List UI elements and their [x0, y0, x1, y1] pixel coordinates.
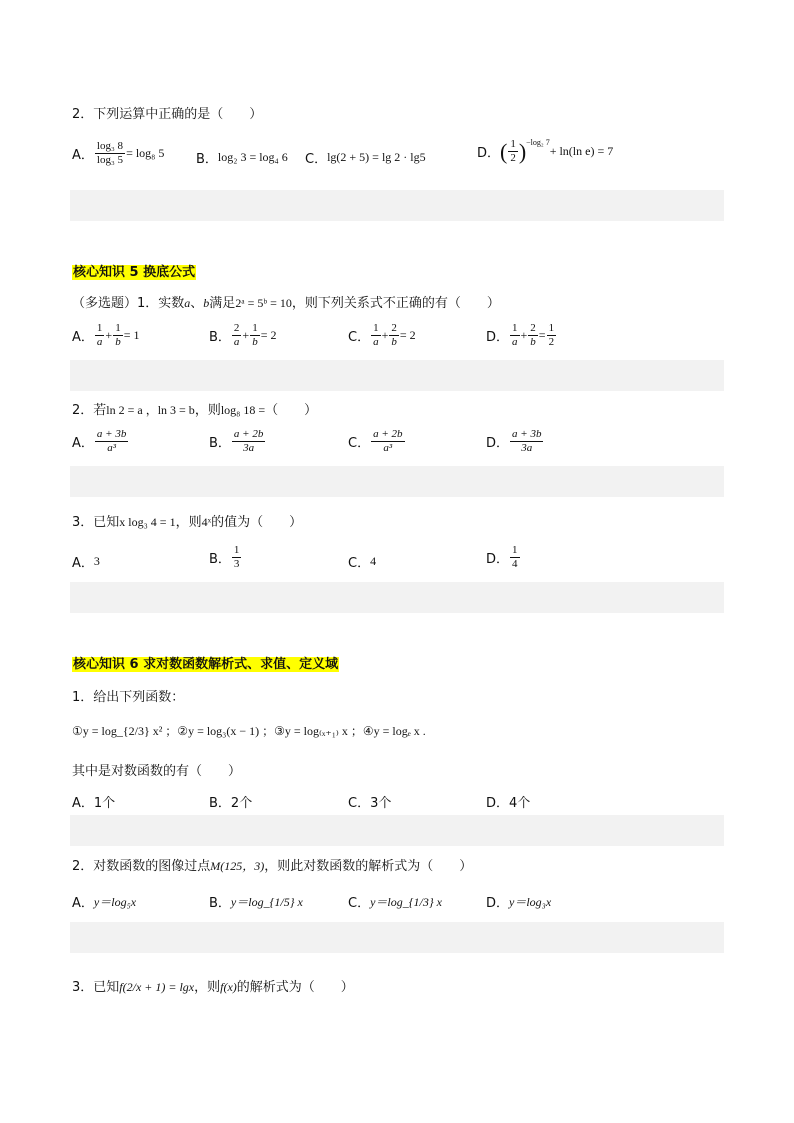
option-label: A．	[72, 896, 94, 911]
option-label: B．	[209, 552, 231, 567]
option-a	[72, 428, 129, 455]
stem-text: ，则	[175, 515, 202, 530]
option-expression: = log₈ 5	[126, 146, 165, 160]
denominator: log₃ 5	[96, 154, 124, 166]
option-label: C．	[348, 556, 371, 571]
option-c: C．3个	[348, 796, 392, 811]
option-label: D．	[477, 146, 501, 161]
stem-text: 2．若	[72, 403, 107, 418]
numerator: 1	[512, 322, 518, 334]
option-b	[196, 148, 288, 167]
option-expression: lg(2 + 5) = lg 2 · lg5	[327, 150, 426, 164]
operator: +	[242, 328, 250, 342]
option-label: B．	[209, 436, 231, 451]
option-label: D．	[486, 436, 510, 451]
numerator: 1	[512, 544, 518, 556]
option-d	[486, 544, 521, 571]
option-a: A．1个	[72, 796, 116, 811]
denominator: b	[391, 336, 397, 348]
exponent: −log₂ 7	[526, 138, 550, 147]
option-label: C．	[348, 436, 371, 451]
option-d: D．4个	[486, 796, 531, 811]
stem-text: 3．已知	[72, 515, 120, 530]
option-label: C．	[305, 152, 328, 167]
denominator: b	[530, 336, 536, 348]
fraction	[95, 140, 125, 167]
option-c	[348, 428, 406, 455]
numerator: 2	[233, 322, 240, 334]
numerator: 1	[510, 138, 516, 150]
section-title: 核心知识 5 换底公式	[73, 265, 196, 280]
option-label: B．	[209, 896, 231, 911]
question-stem: 1．给出下列函数：	[72, 690, 185, 705]
target-expression: 4ˣ	[201, 515, 212, 529]
option-d	[486, 892, 551, 911]
option-expression: y＝log_{1/5} x	[230, 895, 303, 909]
target-expression: f(x)	[220, 980, 237, 994]
condition: ln 2 = a ，ln 3 = b	[106, 403, 195, 417]
option-c	[348, 892, 442, 911]
answer-area[interactable]	[70, 360, 724, 391]
option-label: A．	[72, 556, 94, 571]
option-d	[486, 428, 544, 455]
option-expression: y＝log₅x	[93, 895, 137, 909]
target-expression: log₈ 18 =	[220, 403, 266, 417]
denominator: a³	[383, 442, 393, 454]
section-title: 核心知识 6 求对数函数解析式、求值、定义域	[73, 657, 339, 672]
option-b: B．2个	[209, 796, 253, 811]
option-d	[477, 138, 613, 165]
option-a	[72, 892, 136, 911]
numerator: 1	[96, 322, 103, 334]
option-d	[486, 322, 557, 349]
rhs: = 2	[260, 328, 277, 342]
stem-text: （ ）	[265, 403, 318, 418]
condition: 2ᵃ = 5ᵇ = 10	[235, 296, 292, 310]
answer-area[interactable]	[70, 190, 724, 221]
option-label: B．	[209, 330, 231, 345]
section-heading	[72, 261, 196, 280]
option-a	[72, 552, 100, 571]
denominator: a	[512, 336, 518, 348]
paren-left: (	[500, 138, 508, 164]
numerator: a + 3b	[96, 428, 127, 440]
denominator: a	[96, 336, 103, 348]
numerator: 1	[373, 322, 379, 334]
stem-text: ，则下列关系式不正确的有（ ）	[291, 296, 500, 311]
question-stem	[72, 511, 302, 530]
question-stem	[72, 855, 472, 874]
answer-area[interactable]	[70, 582, 724, 613]
option-b	[209, 544, 242, 571]
numerator: 1	[252, 322, 258, 334]
option-expression: + ln(ln e) = 7	[549, 144, 614, 158]
option-label: D．	[486, 552, 510, 567]
denominator: b	[252, 336, 258, 348]
numerator: a + 2b	[373, 428, 403, 440]
denominator: 4	[512, 558, 518, 570]
option-label: B．	[196, 152, 218, 167]
option-label: C．	[348, 330, 371, 345]
rhs: = 1	[123, 328, 140, 342]
option-label: A．	[72, 330, 94, 345]
numerator: 1	[115, 322, 121, 334]
denominator: a	[233, 336, 240, 348]
rhs: = 2	[399, 328, 416, 342]
question-stem	[72, 976, 354, 995]
option-value: 4	[370, 554, 377, 568]
denominator: 2	[510, 152, 516, 164]
stem-text: ，则此对数函数的解析式为（ ）	[264, 859, 473, 874]
condition: f(2/x + 1) = lgx	[119, 980, 195, 994]
option-label: A．	[72, 436, 94, 451]
option-label: A．	[72, 148, 94, 163]
stem-text: ，则	[194, 980, 221, 995]
option-b	[209, 428, 266, 455]
numerator: 2	[530, 322, 536, 334]
option-a	[72, 322, 139, 349]
option-value: 3	[93, 554, 100, 568]
stem-text: （多选题）1．实数	[72, 296, 185, 311]
option-c	[348, 552, 376, 571]
answer-area[interactable]	[70, 922, 724, 953]
var-a: a	[184, 296, 191, 310]
stem-text: 的解析式为（ ）	[236, 980, 354, 995]
option-label: D．	[486, 896, 510, 911]
var-b: b	[203, 296, 210, 310]
option-b	[209, 322, 276, 349]
denominator: b	[115, 336, 121, 348]
option-expression: y＝log_{1/3} x	[370, 895, 442, 909]
stem-text: 3．已知	[72, 980, 120, 995]
numerator: 1	[233, 544, 240, 556]
option-label: D．	[486, 330, 510, 345]
numerator: 1	[548, 322, 555, 334]
numerator: 2	[391, 322, 397, 334]
stem-text: 2．对数函数的图像过点	[72, 859, 211, 874]
option-expression: y＝log₃x	[509, 895, 552, 909]
numerator: log₃ 8	[96, 140, 124, 152]
question-stem: 其中是对数函数的有（ ）	[72, 764, 242, 779]
stem-text: 的值为（ ）	[211, 515, 303, 530]
denominator: 3a	[243, 442, 255, 454]
operator: +	[520, 328, 528, 342]
stem-text: ，则	[194, 403, 221, 418]
function-list: ①y = log_{2/3} x² ；②y = log₃(x − 1) ；③y = log₍ₓ₊₁₎ x ；④y = logₑ x .	[72, 724, 426, 738]
fraction	[508, 138, 518, 165]
stem-text: 、	[190, 296, 204, 311]
operator: +	[105, 328, 113, 342]
rhs: =	[538, 328, 546, 342]
stem-text: 满足	[209, 296, 236, 311]
section-heading	[72, 653, 339, 672]
answer-area[interactable]	[70, 466, 724, 497]
point: M(125，3)	[210, 859, 265, 873]
question-stem	[72, 292, 500, 311]
option-expression: log₂ 3 = log₄ 6	[217, 150, 288, 164]
condition: x log₃ 4 = 1	[119, 515, 176, 529]
option-a	[72, 140, 164, 167]
answer-area[interactable]	[70, 815, 724, 846]
denominator: a³	[107, 442, 117, 454]
numerator: a + 2b	[233, 428, 264, 440]
denominator: 3	[233, 558, 240, 570]
option-c	[348, 322, 416, 349]
option-b	[209, 892, 303, 911]
denominator: a	[373, 336, 379, 348]
numerator: a + 3b	[512, 428, 542, 440]
question-stem: 2．下列运算中正确的是（ ）	[72, 107, 263, 122]
question-stem	[72, 399, 317, 418]
denominator: 2	[548, 336, 555, 348]
operator: +	[381, 328, 389, 342]
option-c	[305, 148, 426, 167]
option-label: C．	[348, 896, 371, 911]
denominator: 3a	[521, 442, 533, 454]
paren-right: )	[518, 138, 527, 164]
